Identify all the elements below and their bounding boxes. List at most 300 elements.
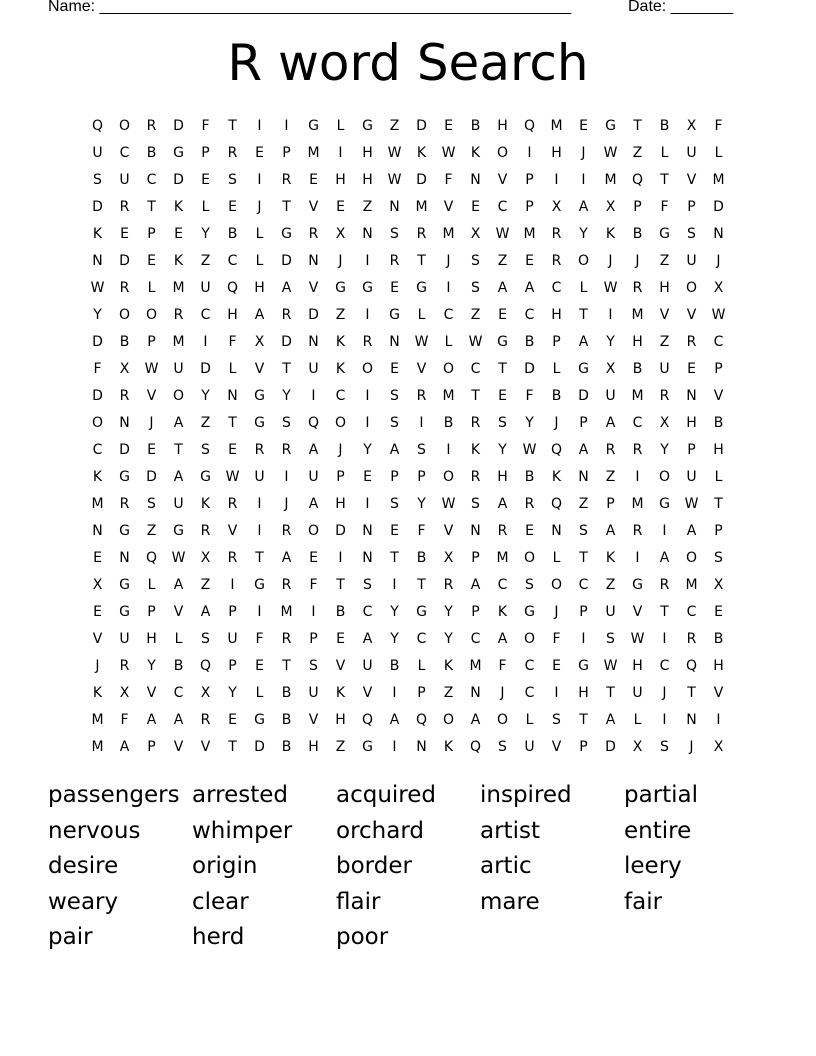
- grid-letter: N: [686, 711, 697, 728]
- grid-letter: T: [660, 171, 669, 188]
- grid-letter: U: [686, 468, 697, 485]
- grid-letter: Q: [685, 657, 698, 674]
- grid-letter: Q: [631, 171, 644, 188]
- grid-letter: Z: [659, 252, 670, 269]
- grid-letter: Z: [578, 495, 589, 512]
- grid-letter: F: [525, 387, 534, 404]
- grid-letter: U: [308, 360, 319, 377]
- grid-letter: O: [550, 576, 563, 593]
- grid-letter: E: [174, 225, 183, 242]
- grid-letter: V: [632, 603, 643, 620]
- grid-letter: H: [551, 144, 562, 161]
- grid-letter: P: [579, 414, 588, 431]
- grid-letter: Q: [550, 441, 563, 458]
- grid-letter: D: [146, 468, 157, 485]
- grid-letter: T: [417, 576, 426, 593]
- word-bank-item: inspired: [480, 782, 572, 808]
- grid-letter: T: [228, 117, 237, 134]
- grid-letter: L: [633, 711, 642, 728]
- grid-letter: P: [147, 225, 156, 242]
- grid-letter: P: [714, 360, 723, 377]
- grid-letter: C: [524, 306, 535, 323]
- grid-letter: T: [228, 414, 237, 431]
- grid-letter: R: [551, 225, 562, 242]
- grid-letter: K: [551, 468, 562, 485]
- grid-letter: U: [308, 468, 319, 485]
- grid-letter: C: [524, 657, 535, 674]
- grid-letter: N: [389, 333, 400, 350]
- grid-letter: A: [308, 441, 319, 458]
- grid-letter: W: [90, 279, 105, 296]
- grid-letter: D: [524, 360, 535, 377]
- grid-letter: M: [604, 171, 617, 188]
- grid-letter: I: [662, 630, 667, 647]
- word-bank-item: arrested: [192, 782, 288, 808]
- grid-letter: R: [200, 522, 211, 539]
- grid-letter: G: [119, 576, 130, 593]
- grid-letter: X: [254, 333, 265, 350]
- grid-letter: G: [119, 603, 130, 620]
- grid-letter: K: [470, 441, 481, 458]
- grid-letter: M: [91, 711, 104, 728]
- grid-letter: G: [173, 522, 184, 539]
- grid-letter: J: [338, 252, 343, 269]
- grid-letter: W: [711, 306, 726, 323]
- grid-letter: V: [686, 171, 697, 188]
- grid-letter: I: [581, 630, 586, 647]
- grid-row: [84, 382, 744, 409]
- grid-letter: R: [632, 522, 643, 539]
- grid-letter: X: [686, 117, 697, 134]
- grid-row: [84, 409, 744, 436]
- grid-letter: I: [230, 576, 235, 593]
- grid-letter: I: [608, 306, 613, 323]
- grid-letter: L: [579, 279, 588, 296]
- grid-letter: I: [365, 387, 370, 404]
- grid-letter: O: [145, 306, 158, 323]
- grid-letter: W: [225, 468, 240, 485]
- grid-letter: U: [254, 468, 265, 485]
- grid-letter: G: [362, 738, 373, 755]
- grid-letter: J: [257, 198, 262, 215]
- grid-letter: A: [173, 576, 184, 593]
- grid-letter: C: [173, 684, 184, 701]
- grid-letter: O: [172, 387, 185, 404]
- grid-letter: H: [335, 171, 346, 188]
- grid-letter: U: [173, 360, 184, 377]
- grid-letter: I: [365, 306, 370, 323]
- grid-letter: C: [524, 684, 535, 701]
- grid-letter: T: [606, 684, 615, 701]
- grid-letter: O: [496, 144, 509, 161]
- grid-letter: E: [336, 630, 345, 647]
- word-bank-item: acquired: [336, 782, 437, 808]
- grid-letter: H: [713, 657, 724, 674]
- word-bank-item: flair: [336, 888, 381, 915]
- grid-letter: K: [470, 144, 481, 161]
- grid-letter: W: [603, 144, 618, 161]
- grid-letter: W: [414, 333, 429, 350]
- grid-letter: P: [606, 495, 615, 512]
- header: [48, 0, 733, 16]
- grid-letter: N: [686, 387, 697, 404]
- grid-letter: Z: [200, 576, 211, 593]
- grid-letter: G: [254, 414, 265, 431]
- grid-letter: Z: [443, 684, 454, 701]
- grid-letter: E: [552, 657, 561, 674]
- grid-letter: A: [497, 495, 508, 512]
- grid-letter: R: [551, 252, 562, 269]
- grid-letter: R: [119, 198, 130, 215]
- grid-letter: K: [335, 333, 346, 350]
- grid-letter: B: [416, 549, 427, 566]
- grid-letter: H: [632, 333, 643, 350]
- grid-letter: Y: [147, 657, 156, 674]
- grid-letter: O: [523, 549, 536, 566]
- grid-letter: N: [713, 225, 724, 242]
- grid-letter: Y: [444, 630, 453, 647]
- grid-row: [84, 220, 744, 247]
- grid-letter: B: [443, 414, 454, 431]
- grid-letter: H: [497, 468, 508, 485]
- grid-letter: V: [173, 738, 184, 755]
- grid-letter: G: [389, 306, 400, 323]
- grid-letter: J: [581, 144, 586, 161]
- grid-letter: R: [281, 171, 292, 188]
- grid-letter: H: [686, 414, 697, 431]
- grid-letter: T: [579, 306, 588, 323]
- grid-letter: T: [255, 549, 264, 566]
- grid-letter: S: [363, 576, 372, 593]
- grid-letter: Y: [390, 603, 399, 620]
- grid-letter: O: [523, 630, 536, 647]
- grid-letter: Q: [307, 414, 320, 431]
- grid-letter: R: [605, 441, 616, 458]
- word-bank-item: desire: [48, 853, 119, 879]
- grid-letter: O: [442, 468, 455, 485]
- grid-letter: N: [362, 549, 373, 566]
- grid-letter: V: [443, 522, 454, 539]
- grid-letter: B: [281, 711, 292, 728]
- grid-letter: B: [227, 225, 238, 242]
- grid-row: [84, 544, 744, 571]
- grid-row: [84, 652, 744, 679]
- grid-letter: V: [308, 711, 319, 728]
- grid-letter: R: [524, 495, 535, 512]
- grid-letter: M: [91, 495, 104, 512]
- grid-letter: B: [713, 630, 724, 647]
- grid-letter: H: [335, 711, 346, 728]
- grid-letter: I: [257, 495, 262, 512]
- grid-letter: U: [119, 171, 130, 188]
- grid-letter: J: [500, 684, 505, 701]
- grid-letter: Q: [523, 117, 536, 134]
- grid-letter: I: [716, 711, 721, 728]
- grid-letter: A: [470, 576, 481, 593]
- grid-letter: V: [659, 306, 670, 323]
- grid-letter: M: [550, 117, 563, 134]
- grid-letter: P: [147, 603, 156, 620]
- grid-letter: I: [446, 441, 451, 458]
- grid-letter: K: [200, 495, 211, 512]
- grid-letter: D: [713, 198, 724, 215]
- word-bank-item: passengers: [48, 782, 180, 808]
- grid-letter: Y: [201, 387, 210, 404]
- grid-letter: G: [578, 360, 589, 377]
- grid-letter: N: [416, 738, 427, 755]
- grid-letter: T: [687, 684, 696, 701]
- grid-letter: V: [308, 198, 319, 215]
- grid-letter: P: [687, 198, 696, 215]
- grid-letter: F: [120, 711, 129, 728]
- grid-letter: F: [714, 117, 723, 134]
- word-bank-item: partial: [624, 782, 699, 808]
- grid-letter: X: [713, 279, 724, 296]
- grid-letter: R: [659, 576, 670, 593]
- grid-letter: X: [200, 549, 211, 566]
- grid-letter: D: [578, 387, 589, 404]
- grid-letter: N: [308, 333, 319, 350]
- grid-letter: A: [659, 549, 670, 566]
- grid-letter: O: [685, 549, 698, 566]
- grid-letter: I: [257, 117, 262, 134]
- grid-letter: M: [631, 495, 644, 512]
- grid-letter: R: [281, 630, 292, 647]
- grid-letter: O: [685, 279, 698, 296]
- grid-letter: W: [522, 441, 537, 458]
- grid-letter: R: [281, 306, 292, 323]
- grid-letter: I: [581, 171, 586, 188]
- grid-letter: X: [200, 684, 211, 701]
- grid-letter: R: [119, 657, 130, 674]
- grid-letter: D: [281, 252, 292, 269]
- grid-letter: M: [442, 387, 455, 404]
- grid-letter: F: [228, 333, 237, 350]
- grid-letter: I: [419, 414, 424, 431]
- grid-letter: F: [93, 360, 102, 377]
- grid-letter: Y: [390, 630, 399, 647]
- grid-letter: M: [172, 279, 185, 296]
- grid-letter: B: [389, 657, 400, 674]
- grid-letter: I: [554, 684, 559, 701]
- grid-letter: S: [390, 387, 399, 404]
- grid-letter: R: [362, 333, 373, 350]
- grid-letter: J: [149, 414, 154, 431]
- grid-letter: S: [579, 522, 588, 539]
- grid-letter: N: [92, 252, 103, 269]
- word-bank: [48, 778, 768, 956]
- grid-letter: A: [389, 711, 400, 728]
- grid-letter: E: [309, 171, 318, 188]
- grid-letter: H: [551, 306, 562, 323]
- grid-letter: E: [390, 279, 399, 296]
- grid-letter: O: [496, 711, 509, 728]
- word-bank-item: fair: [624, 888, 663, 915]
- grid-letter: Q: [226, 279, 239, 296]
- grid-letter: C: [146, 171, 157, 188]
- grid-letter: H: [578, 684, 589, 701]
- page-title: R word Search: [227, 34, 589, 92]
- letter-grid: [84, 112, 744, 760]
- grid-letter: F: [444, 171, 453, 188]
- grid-letter: A: [281, 549, 292, 566]
- grid-letter: H: [146, 630, 157, 647]
- grid-letter: T: [579, 549, 588, 566]
- grid-letter: U: [632, 684, 643, 701]
- grid-letter: X: [443, 549, 454, 566]
- grid-letter: Z: [389, 117, 400, 134]
- grid-letter: U: [605, 603, 616, 620]
- grid-letter: K: [173, 198, 184, 215]
- grid-letter: L: [255, 225, 264, 242]
- grid-letter: X: [659, 414, 670, 431]
- grid-letter: B: [524, 333, 535, 350]
- grid-letter: T: [417, 252, 426, 269]
- grid-letter: A: [605, 711, 616, 728]
- grid-letter: E: [93, 603, 102, 620]
- grid-letter: Q: [469, 738, 482, 755]
- grid-letter: C: [578, 576, 589, 593]
- grid-letter: R: [632, 441, 643, 458]
- grid-letter: N: [362, 522, 373, 539]
- grid-letter: R: [308, 225, 319, 242]
- date-field-label: Date: _______: [628, 0, 733, 15]
- grid-letter: N: [308, 252, 319, 269]
- grid-letter: B: [551, 387, 562, 404]
- grid-letter: I: [311, 387, 316, 404]
- grid-letter: C: [632, 414, 643, 431]
- grid-letter: B: [173, 657, 184, 674]
- grid-letter: E: [228, 441, 237, 458]
- grid-letter: E: [444, 117, 453, 134]
- grid-letter: S: [417, 441, 426, 458]
- word-bank-item: weary: [48, 888, 119, 915]
- grid-letter: X: [632, 738, 643, 755]
- grid-letter: R: [227, 549, 238, 566]
- grid-letter: P: [147, 333, 156, 350]
- grid-letter: G: [119, 522, 130, 539]
- grid-letter: S: [525, 576, 534, 593]
- grid-letter: H: [254, 279, 265, 296]
- grid-letter: L: [147, 279, 156, 296]
- grid-letter: L: [417, 306, 426, 323]
- grid-letter: R: [416, 225, 427, 242]
- grid-letter: U: [92, 144, 103, 161]
- grid-letter: V: [713, 387, 724, 404]
- grid-letter: B: [281, 684, 292, 701]
- grid-letter: P: [228, 657, 237, 674]
- grid-letter: Y: [282, 387, 291, 404]
- grid-letter: I: [635, 468, 640, 485]
- grid-letter: I: [257, 522, 262, 539]
- grid-letter: P: [147, 738, 156, 755]
- grid-letter: C: [659, 657, 670, 674]
- grid-letter: V: [227, 522, 238, 539]
- grid-letter: I: [365, 495, 370, 512]
- grid-letter: J: [554, 603, 559, 620]
- grid-letter: Z: [200, 252, 211, 269]
- grid-letter: Z: [632, 144, 643, 161]
- grid-letter: E: [525, 522, 534, 539]
- grid-letter: M: [712, 171, 725, 188]
- grid-letter: T: [471, 387, 480, 404]
- grid-letter: E: [579, 117, 588, 134]
- grid-letter: R: [119, 495, 130, 512]
- grid-letter: B: [632, 360, 643, 377]
- grid-letter: V: [173, 603, 184, 620]
- grid-letter: N: [470, 522, 481, 539]
- grid-letter: I: [311, 603, 316, 620]
- grid-row: [84, 193, 744, 220]
- grid-letter: T: [579, 711, 588, 728]
- grid-letter: G: [497, 333, 508, 350]
- grid-letter: L: [552, 360, 561, 377]
- grid-letter: M: [631, 387, 644, 404]
- grid-letter: E: [336, 198, 345, 215]
- grid-letter: P: [417, 468, 426, 485]
- grid-letter: O: [577, 252, 590, 269]
- grid-letter: W: [441, 495, 456, 512]
- grid-letter: U: [227, 630, 238, 647]
- grid-letter: C: [497, 198, 508, 215]
- grid-letter: U: [308, 684, 319, 701]
- grid-letter: S: [309, 657, 318, 674]
- grid-row: [84, 247, 744, 274]
- grid-letter: L: [552, 549, 561, 566]
- grid-letter: A: [146, 711, 157, 728]
- grid-letter: J: [635, 252, 640, 269]
- grid-letter: X: [119, 684, 130, 701]
- grid-letter: S: [390, 225, 399, 242]
- grid-letter: G: [308, 117, 319, 134]
- grid-letter: Q: [415, 711, 428, 728]
- grid-letter: O: [118, 306, 131, 323]
- grid-row: [84, 139, 744, 166]
- grid-letter: K: [443, 657, 454, 674]
- grid-letter: P: [201, 144, 210, 161]
- grid-letter: O: [307, 522, 320, 539]
- grid-letter: Y: [579, 225, 588, 242]
- grid-letter: C: [227, 252, 238, 269]
- grid-letter: G: [416, 603, 427, 620]
- name-field-label: Name: _____________________________________________________: [48, 0, 572, 15]
- grid-letter: P: [633, 198, 642, 215]
- grid-letter: I: [365, 252, 370, 269]
- grid-letter: I: [662, 522, 667, 539]
- grid-letter: T: [282, 360, 291, 377]
- grid-letter: X: [119, 360, 130, 377]
- grid-letter: F: [417, 522, 426, 539]
- grid-letter: Y: [201, 225, 210, 242]
- grid-letter: R: [281, 441, 292, 458]
- grid-letter: G: [416, 279, 427, 296]
- grid-letter: L: [714, 144, 723, 161]
- grid-letter: E: [525, 252, 534, 269]
- grid-letter: T: [147, 198, 156, 215]
- grid-letter: W: [468, 333, 483, 350]
- grid-letter: L: [147, 576, 156, 593]
- grid-letter: S: [282, 414, 291, 431]
- grid-letter: M: [415, 198, 428, 215]
- grid-letter: I: [284, 468, 289, 485]
- grid-letter: P: [714, 522, 723, 539]
- grid-letter: Q: [550, 495, 563, 512]
- grid-letter: L: [525, 711, 534, 728]
- grid-letter: I: [338, 549, 343, 566]
- word-bank-item: artist: [480, 817, 540, 844]
- grid-letter: I: [365, 414, 370, 431]
- grid-letter: V: [308, 279, 319, 296]
